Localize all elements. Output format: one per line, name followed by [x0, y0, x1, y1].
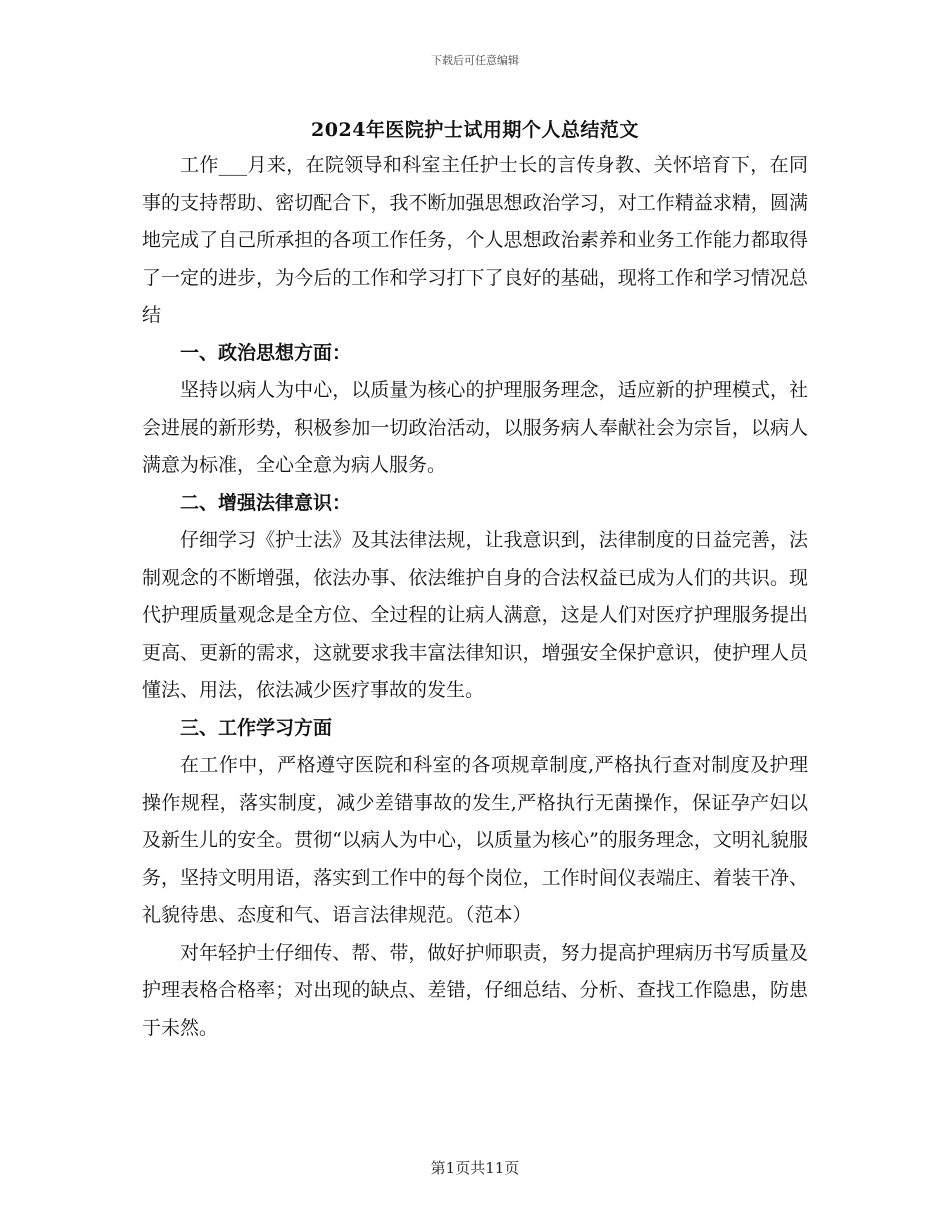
mentoring-paragraph: 对年轻护士仔细传、帮、带，做好护师职责，努力提高护理病历书写质量及护理表格合格率；对出现的缺点、差错，仔细总结、分析、查找工作隐患，防患于未然。 — [142, 941, 808, 1039]
section-heading-law: 二、增强法律意识： — [180, 491, 352, 514]
law-paragraph: 仔细学习《护士法》及其法律法规，让我意识到，法律制度的日益完善，法制观念的不断增强，依法办事、依法维护自身的合法权益已成为人们的共识。现代护理质量观念是全方位、全过程的让病人满意，这是人们对医疗护理服务提出更高、更新的需求，这就要求我丰富法律知识，增强安全保护意识，使护理人员懂法、用法，依法减少医疗事故的发生。 — [142, 529, 808, 701]
document-title: 2024年医院护士试用期个人总结范文 — [311, 119, 639, 141]
page-footer: 第1页共11页 — [430, 1159, 520, 1177]
section-heading-work-study: 三、工作学习方面 — [180, 716, 333, 739]
intro-paragraph: 工作___月来，在院领导和科室主任护士长的言传身教、关怀培育下，在同事的支持帮助、密切配合下，我不断加强思想政治学习，对工作精益求精，圆满地完成了自己所承担的各项工作任务，个人思想政治素养和业务工作能力都取得了一定的进步，为今后的工作和学习打下了良好的基础，现将工作和学习情况总结 — [142, 154, 808, 326]
page-header: 下载后可任意编辑 — [431, 54, 519, 67]
work-paragraph: 在工作中，严格遵守医院和科室的各项规章制度,严格执行查对制度及护理操作规程，落实制度，减少差错事故的发生,严格执行无菌操作，保证孕产妇以及新生儿的安全。贯彻“以病人为中心，以质量为核心”的服务理念，文明礼貌服务，坚持文明用语，落实到工作中的每个岗位，工作时间仪表端庄、着装干净、礼貌待患、态度和气、语言法律规范。（范本） — [142, 754, 808, 926]
document-body — [142, 147, 808, 1047]
section-heading-politics: 一、政治思想方面： — [180, 341, 352, 364]
politics-paragraph: 坚持以病人为中心，以质量为核心的护理服务理念，适应新的护理模式，社会进展的新形势，积极参加一切政治活动，以服务病人奉献社会为宗旨，以病人满意为标准，全心全意为病人服务。 — [142, 379, 808, 476]
